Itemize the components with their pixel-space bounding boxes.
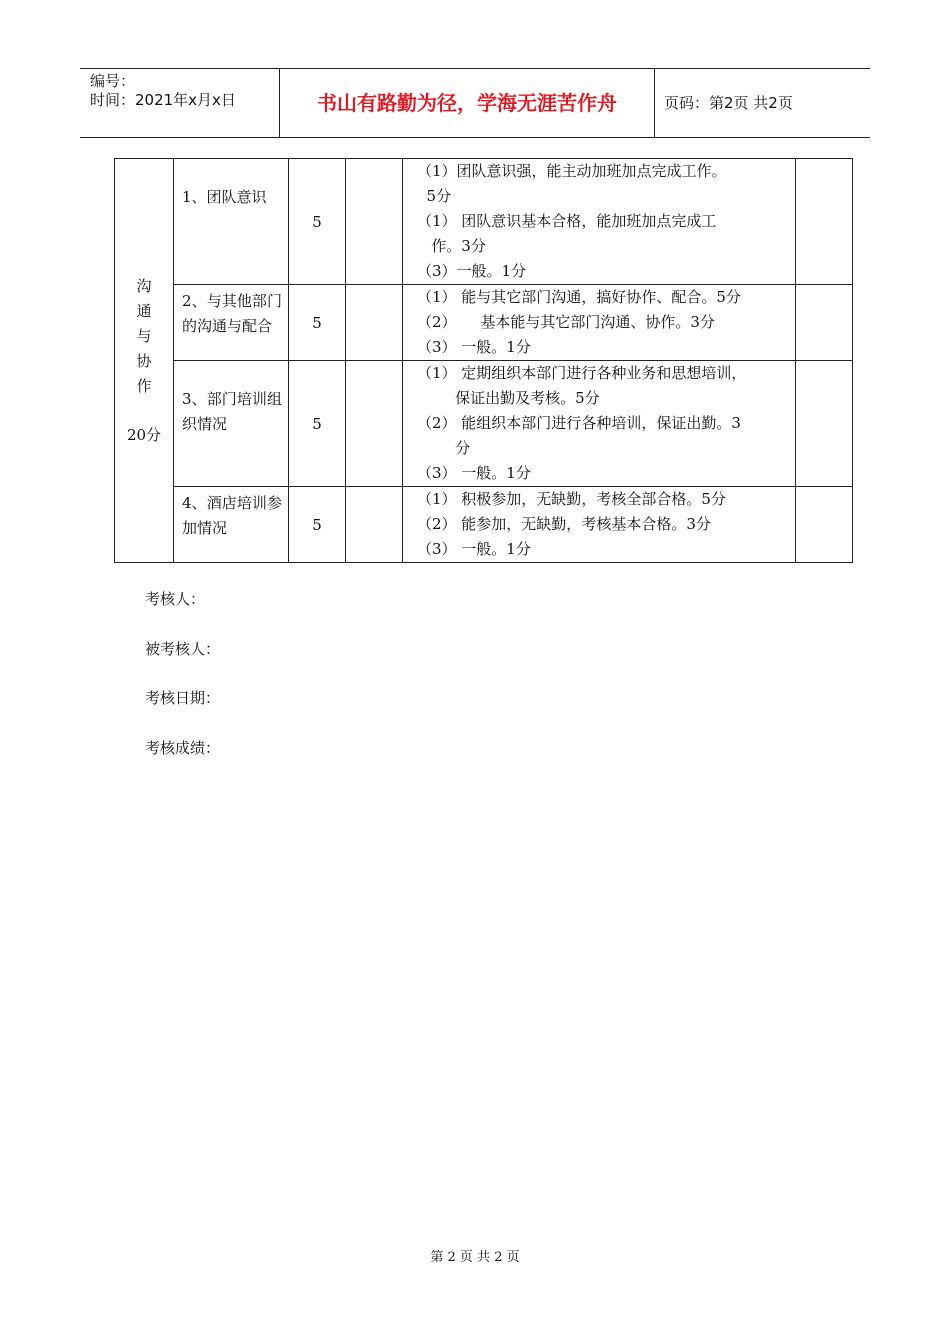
blank-cell [796, 487, 853, 563]
criteria-line: 5分 [417, 187, 452, 205]
category-cell [115, 159, 174, 563]
header-info [80, 69, 280, 137]
blank-cell [346, 285, 403, 361]
page-header [80, 68, 870, 138]
criteria-line: （2） 能组织本部门进行各种培训，保证出勤。3 [417, 414, 741, 432]
criteria-line: （3） 一般。1分 [417, 464, 531, 482]
assessor-label: 考核人： [145, 590, 206, 608]
category-char: 沟 [136, 276, 152, 295]
date-label: 考核日期： [145, 689, 221, 707]
item-score: 5 [289, 285, 346, 361]
item-name: 3、部门培训组织情况 [174, 361, 289, 487]
blank-cell [346, 361, 403, 487]
category-char: 作 [136, 376, 152, 395]
criteria-line: （1） 能与其它部门沟通，搞好协作、配合。5分 [417, 288, 741, 306]
category-char: 与 [136, 326, 152, 345]
blank-cell [796, 361, 853, 487]
item-score: 5 [289, 361, 346, 487]
category-char: 协 [136, 351, 152, 370]
table-row [115, 159, 853, 285]
blank-cell [796, 285, 853, 361]
criteria-line: 保证出勤及考核。5分 [417, 389, 600, 407]
blank-cell [346, 487, 403, 563]
criteria-cell [403, 487, 796, 563]
criteria-cell [403, 285, 796, 361]
page-footer: 第 2 页 共 2 页 [430, 1250, 520, 1265]
criteria-line: （3） 一般。1分 [417, 338, 531, 356]
assessee-label: 被考核人： [145, 640, 221, 658]
item-name: 4、酒店培训参加情况 [174, 487, 289, 563]
item-score: 5 [289, 487, 346, 563]
item-name: 1、团队意识 [174, 159, 289, 285]
criteria-line: （2） 能参加，无缺勤，考核基本合格。3分 [417, 515, 711, 533]
criteria-line: （3） 一般。1分 [417, 540, 531, 558]
criteria-line: （1） 积极参加，无缺勤，考核全部合格。5分 [417, 490, 726, 508]
criteria-line: 分 [417, 439, 471, 457]
criteria-line: （1）团队意识强，能主动加班加点完成工作。 [417, 162, 727, 180]
table-row [115, 487, 853, 563]
criteria-cell [403, 159, 796, 285]
item-score: 5 [289, 159, 346, 285]
item-name: 2、与其他部门的沟通与配合 [174, 285, 289, 361]
criteria-line: （1） 定期组织本部门进行各种业务和思想培训， [417, 364, 747, 382]
criteria-line: 作。3分 [417, 237, 486, 255]
category-char: 通 [136, 301, 152, 320]
table-row [115, 361, 853, 487]
time-label: 时间：2021年x月x日 [90, 91, 236, 109]
criteria-line: （1） 团队意识基本合格，能加班加点完成工 [417, 212, 717, 230]
result-label: 考核成绩： [145, 739, 221, 757]
assessment-table [114, 158, 853, 563]
blank-cell [796, 159, 853, 285]
criteria-line: （3）一般。1分 [417, 262, 527, 280]
table-row [115, 285, 853, 361]
blank-cell [346, 159, 403, 285]
criteria-line: （2） 基本能与其它部门沟通、协作。3分 [417, 313, 715, 331]
criteria-cell [403, 361, 796, 487]
category-points: 20分 [126, 425, 162, 444]
header-motto: 书山有路勤为径，学海无涯苦作舟 [280, 69, 655, 137]
number-label: 编号： [90, 72, 136, 90]
page-number-label: 页码：第2页 共2页 [664, 94, 793, 112]
